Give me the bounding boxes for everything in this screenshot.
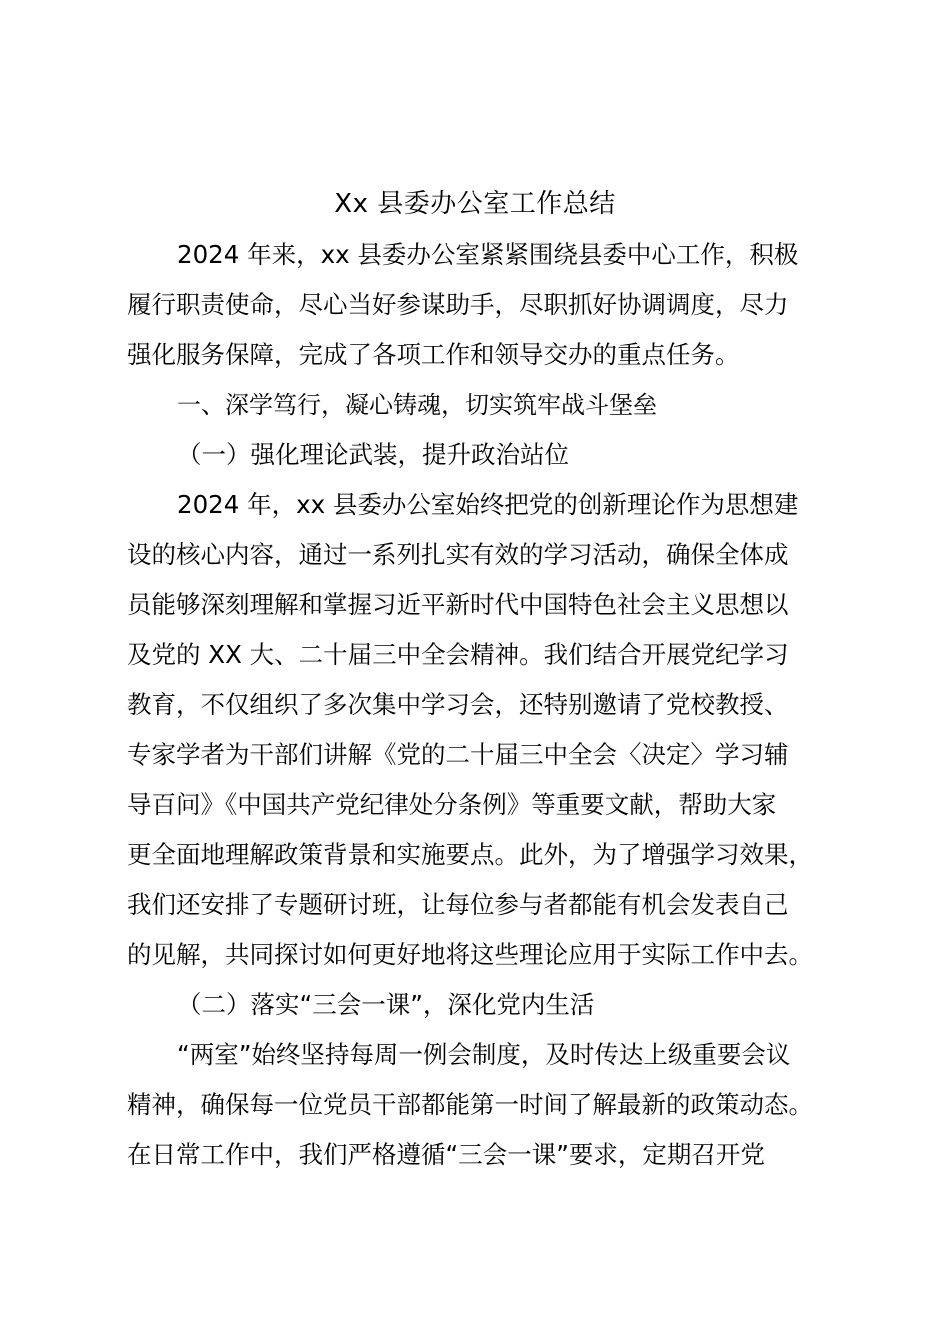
paragraph-intro-line-1: 2024 年来，xx 县委办公室紧紧围绕县委中心工作，积极 [177,240,799,269]
paragraph-theory-line-6: 专家学者为干部们讲解《党的二十届三中全会〈决定〉学习辅 [127,740,789,769]
paragraph-intro-line-2: 履行职责使命，尽心当好参谋助手，尽职抓好协调调度，尽力 [127,290,789,319]
paragraph-theory-line-10: 的见解，共同探讨如何更好地将这些理论应用于实际工作中去。 [127,940,813,969]
paragraph-theory-line-5: 教育，不仅组织了多次集中学习会，还特别邀请了党校教授、 [127,690,789,719]
document-body [127,234,857,1184]
paragraph-meeting-line-1: “两室”始终坚持每周一例会制度，及时传达上级重要会议 [177,1040,791,1069]
paragraph-theory-line-9: 我们还安排了专题研讨班，让每位参与者都能有机会发表自己 [127,890,789,919]
paragraph-theory-line-8: 更全面地理解政策背景和实施要点。此外，为了增强学习效果， [127,840,813,869]
paragraph-theory-line-7: 导百问》《中国共产党纪律处分条例》等重要文献，帮助大家 [127,790,777,819]
paragraph-theory-line-1: 2024 年，xx 县委办公室始终把党的创新理论作为思想建 [177,490,799,519]
subsection-heading-1: （一）强化理论武装，提升政治站位 [177,440,569,469]
paragraph-meeting-line-2: 精神，确保每一位党员干部都能第一时间了解最新的政策动态。 [127,1090,813,1119]
subsection-heading-2: （二）落实“三会一课”，深化党内生活 [177,990,595,1019]
section-heading-1: 一、深学笃行，凝心铸魂，切实筑牢战斗堡垒 [177,391,657,419]
paragraph-theory-line-3: 员能够深刻理解和掌握习近平新时代中国特色社会主义思想以 [127,590,789,619]
paragraph-intro-line-3: 强化服务保障，完成了各项工作和领导交办的重点任务。 [127,340,740,369]
document-title: Xx 县委办公室工作总结 [334,189,616,219]
paragraph-theory-line-4: 及党的 XX 大、二十届三中全会精神。我们结合开展党纪学习 [127,640,789,669]
paragraph-meeting-line-3: 在日常工作中，我们严格遵循“三会一课”要求，定期召开党 [127,1140,765,1169]
paragraph-theory-line-2: 设的核心内容，通过一系列扎实有效的学习活动，确保全体成 [127,540,789,569]
